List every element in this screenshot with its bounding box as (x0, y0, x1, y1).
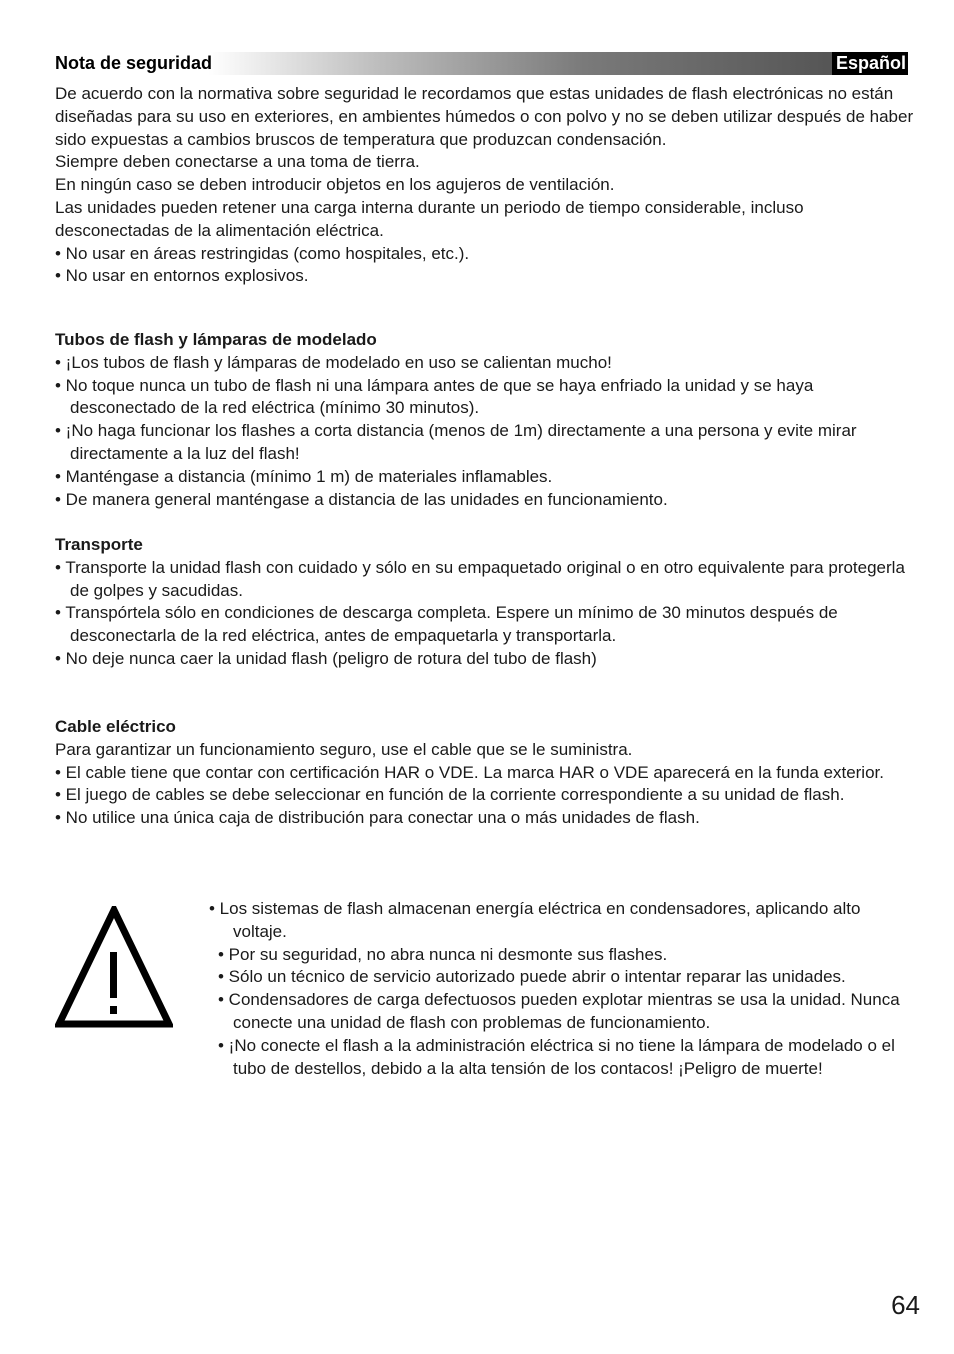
intro-paragraph: De acuerdo con la normativa sobre seguridad le recordamos que estas unidades de flash electrónicas no están diseñadas para su uso en exteriores, en ambientes húmedos o con polvo y no se deben utilizar después de haber sido expuestas a cambios bruscos de temperatura que produzcan condensación. (55, 84, 914, 149)
cable-section (55, 716, 915, 830)
transport-section (55, 534, 915, 671)
cable-bullet: • El juego de cables se debe seleccionar en función de la corriente correspondiente a su unidad de flash. (55, 785, 845, 805)
tubes-bullet: • De manera general manténgase a distancia de las unidades en funcionamiento. (55, 489, 668, 509)
warning-triangle-icon (55, 906, 173, 1028)
page-number: 64 (891, 1290, 920, 1320)
intro-bullet: • No usar en entornos explosivos. (55, 266, 309, 286)
warning-bullet: • Los sistemas de flash almacenan energía eléctrica en condensadores, aplicando alto voltaje. (209, 899, 861, 941)
cable-intro: Para garantizar un funcionamiento seguro, use el cable que se le suministra. (55, 739, 633, 759)
intro-section (55, 83, 915, 288)
transport-bullet: • No deje nunca caer la unidad flash (peligro de rotura del tubo de flash) (55, 648, 597, 668)
intro-paragraph: Las unidades pueden retener una carga interna durante un periodo de tiempo considerable, incluso desconectadas de la alimentación eléctrica. (55, 197, 804, 240)
intro-paragraph: En ningún caso se deben introducir objetos en los agujeros de ventilación. (55, 175, 615, 195)
transport-bullet: • Transporte la unidad flash con cuidado y sólo en su empaquetado original o en otro equivalente para protegerla de golpes y sacudidas. (55, 557, 905, 600)
tubes-bullet: • ¡Los tubos de flash y lámparas de modelado en uso se calientan mucho! (55, 352, 612, 372)
transport-bullet: • Transpórtela sólo en condiciones de descarga completa. Espere un mínimo de 30 minutos después de desconectarla de la red eléctrica, antes de empaquetarla y transportarla. (55, 603, 838, 646)
warning-bullet: • Sólo un técnico de servicio autorizado puede abrir o intentar reparar las unidades. (218, 967, 846, 987)
warning-bullet: • Por su seguridad, no abra nunca ni desmonte sus flashes. (218, 944, 668, 964)
intro-paragraph: Siempre deben conectarse a una toma de tierra. (55, 152, 420, 172)
language-label: Español (832, 52, 908, 75)
tubes-bullet: • Manténgase a distancia (mínimo 1 m) de materiales inflamables. (55, 466, 553, 486)
warning-bullet: • ¡No conecte el flash a la administración eléctrica si no tiene la lámpara de modelado o el tubo de destellos, debido a la alta tensión de los contacos! ¡Peligro de muerte! (218, 1035, 895, 1078)
tubes-section (55, 329, 915, 511)
page-title: Nota de seguridad (55, 53, 213, 73)
tubes-bullet: • ¡No haga funcionar los flashes a corta distancia (menos de 1m) directamente a una persona y evite mirar directamente a la luz del flash! (55, 421, 857, 463)
cable-heading: Cable eléctrico (55, 717, 176, 736)
tubes-heading: Tubos de flash y lámparas de modelado (55, 330, 377, 349)
transport-heading: Transporte (55, 535, 143, 554)
warning-bullet: • Condensadores de carga defectuosos pueden explotar mientras se usa la unidad. Nunca conecte una unidad de flash con problemas de funcionamiento. (218, 990, 900, 1032)
section-header-bar (55, 52, 908, 75)
tubes-bullet: • No toque nunca un tubo de flash ni una lámpara antes de que se haya enfriado la unidad y se haya desconectado de la red eléctrica (mínimo 30 minutos). (55, 375, 814, 418)
warning-list (196, 898, 916, 1080)
cable-bullet: • El cable tiene que contar con certificación HAR o VDE. La marca HAR o VDE aparecerá en la funda exterior. (55, 762, 884, 782)
intro-bullet: • No usar en áreas restringidas (como hospitales, etc.). (55, 243, 470, 263)
cable-bullet: • No utilice una única caja de distribución para conectar una o más unidades de flash. (55, 808, 700, 828)
